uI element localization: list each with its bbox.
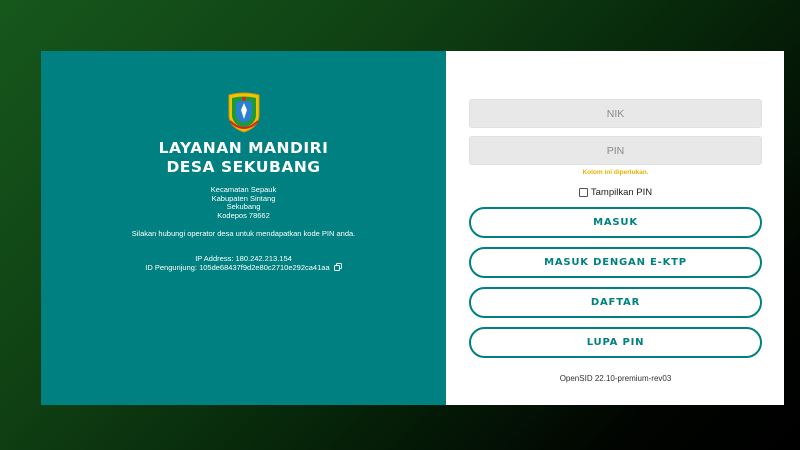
visitor-meta — [145, 254, 341, 272]
brand-panel — [41, 51, 446, 405]
address-desa: Sekubang — [226, 202, 261, 211]
visitor-id-row — [145, 263, 341, 272]
masuk-ektp-button[interactable]: MASUK DENGAN E-KTP — [469, 247, 762, 278]
version-text: OpenSID 22.10-premium-rev03 — [559, 374, 672, 383]
nik-input[interactable] — [469, 99, 762, 128]
address-kabupaten: Kabupaten Sintang — [211, 193, 276, 203]
title-line-2: DESA SEKUBANG — [166, 158, 321, 176]
visitor-id-text: ID Pengunjung: 105de68437f9d2e80c2710e292ca41aa — [145, 263, 330, 272]
show-pin-label: Tampilkan PIN — [590, 187, 653, 198]
daftar-button[interactable]: DAFTAR — [469, 287, 762, 318]
address-kodepos: Kodepos 78662 — [217, 210, 270, 220]
show-pin-toggle[interactable] — [579, 187, 652, 198]
title-line-1: LAYANAN MANDIRI — [158, 139, 329, 157]
show-pin-checkbox[interactable] — [579, 188, 588, 197]
lupa-pin-button[interactable]: LUPA PIN — [469, 327, 762, 358]
copy-icon[interactable] — [334, 263, 342, 271]
regency-emblem-icon — [227, 91, 261, 133]
app-title — [159, 139, 329, 177]
login-form-panel — [446, 51, 784, 405]
pin-input[interactable] — [469, 136, 762, 165]
address-kecamatan: Kecamatan Sepauk — [210, 185, 277, 194]
ip-address-text: IP Address: 180.242.213.154 — [195, 254, 292, 263]
pin-required-error: Kolom ini diperlukan. — [582, 169, 649, 176]
login-card — [41, 51, 784, 405]
village-address — [211, 186, 276, 220]
masuk-button[interactable]: MASUK — [469, 207, 762, 238]
pin-hint-text: Silakan hubungi operator desa untuk mendapatkan kode PIN anda. — [131, 229, 356, 238]
